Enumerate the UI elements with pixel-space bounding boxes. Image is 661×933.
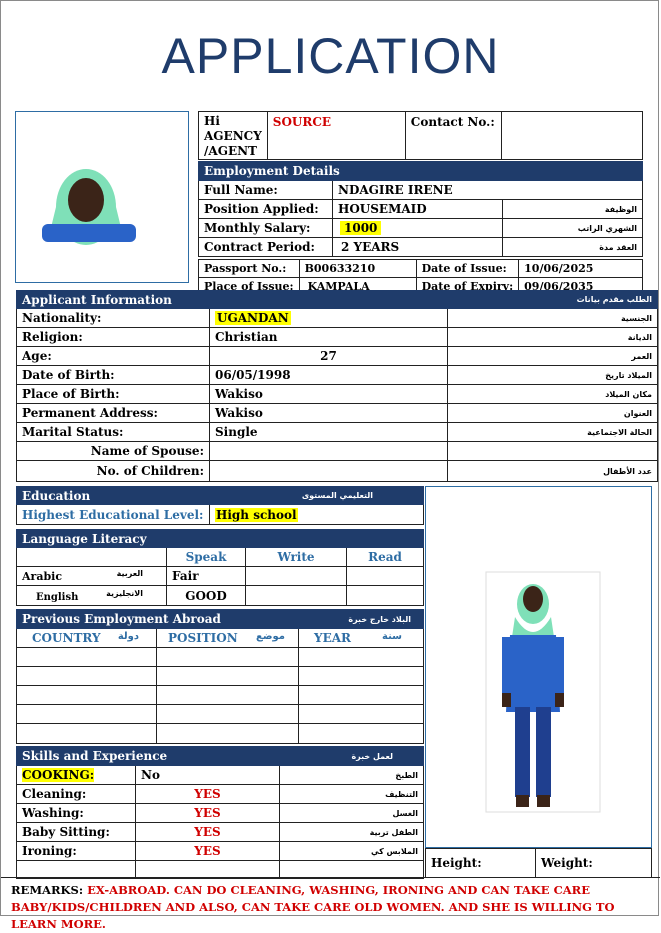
read-col-header: Read — [347, 548, 424, 567]
position-value: HOUSEMAID — [333, 200, 503, 219]
physical-table — [425, 848, 652, 878]
position-ar: الوظيفة — [503, 200, 643, 219]
height-label: Height: — [426, 849, 536, 878]
arabic-write — [246, 567, 347, 586]
nationality-label: Nationality: — [17, 309, 210, 328]
marital-label: Marital Status: — [17, 423, 210, 442]
language-corner — [17, 548, 167, 567]
salary-value: 1000 — [340, 221, 381, 235]
pob-value: Wakiso — [210, 385, 448, 404]
remarks-text1: EX-ABROAD. CAN DO CLEANING, WASHING, IRONING AND CAN TAKE CARE — [87, 883, 590, 897]
arabic-label: Arabic — [22, 570, 63, 583]
spouse-value — [210, 442, 448, 461]
position-col-label: POSITION — [168, 631, 238, 645]
employment-table — [198, 161, 643, 257]
contract-label: Contract Period: — [199, 238, 333, 257]
pob-label: Place of Birth: — [17, 385, 210, 404]
year-col-label: YEAR — [314, 631, 351, 645]
pob-ar: مكان الميلاد — [448, 385, 658, 404]
age-ar: العمر — [448, 347, 658, 366]
marital-ar: الحالة الاجتماعية — [448, 423, 658, 442]
full-body-image — [426, 487, 651, 847]
children-value — [210, 461, 448, 482]
skills-header: Skills and Experience — [17, 747, 280, 766]
employment-header: Employment Details — [199, 162, 643, 181]
language-table — [16, 529, 424, 606]
previous-row — [17, 667, 424, 686]
nationality-cell — [210, 309, 448, 328]
ironing-label: Ironing: — [17, 842, 136, 861]
arabic-lang-cell — [17, 567, 167, 586]
contract-value: 2 YEARS — [333, 238, 503, 257]
cooking-label-cell — [17, 766, 136, 785]
address-ar: العنوان — [448, 404, 658, 423]
agency-line1: Hi — [204, 114, 220, 128]
skills-blank-row — [17, 861, 424, 879]
ironing-value: YES — [136, 842, 280, 861]
age-label: Age: — [17, 347, 210, 366]
position-col-header — [157, 629, 299, 648]
previous-header: Previous Employment Abroad — [17, 610, 299, 629]
skills-table — [16, 746, 424, 879]
salary-label: Monthly Salary: — [199, 219, 333, 238]
arabic-read — [347, 567, 424, 586]
children-label: No. of Children: — [17, 461, 210, 482]
previous-row — [17, 648, 424, 667]
education-value: High school — [216, 507, 297, 522]
education-label: Highest Educational Level: — [17, 505, 210, 525]
headshot-photo — [15, 111, 189, 283]
marital-value: Single — [210, 423, 448, 442]
children-ar: عدد الأطفال — [448, 461, 658, 482]
contact-label: Contact No.: — [405, 112, 501, 160]
previous-row — [17, 705, 424, 724]
religion-ar: الديانة — [448, 328, 658, 347]
washing-value: YES — [136, 804, 280, 823]
english-write — [246, 586, 347, 606]
year-col-header — [299, 629, 424, 648]
cooking-value: No — [136, 766, 280, 785]
ironing-ar: الملابس كي — [280, 842, 424, 861]
skills-header-ar: لعمل خبرة — [280, 747, 424, 766]
education-cell — [210, 505, 424, 525]
dob-label: Date of Birth: — [17, 366, 210, 385]
arabic-label-ar: العربية — [116, 569, 143, 578]
agency-source: SOURCE — [267, 112, 405, 160]
remarks-label: REMARKS: — [11, 883, 84, 897]
issue-place-label: Place of Issue: — [199, 278, 300, 296]
headshot-image — [16, 112, 188, 282]
contact-value — [501, 112, 642, 160]
english-read — [347, 586, 424, 606]
washing-ar: الغسل — [280, 804, 424, 823]
agency-table — [198, 111, 643, 160]
babysitting-label: Baby Sitting: — [17, 823, 136, 842]
applicant-table — [16, 290, 658, 482]
education-header-ar: التعليمي المستوى — [210, 487, 424, 505]
english-label: English — [36, 591, 79, 603]
full-body-photo — [425, 486, 652, 848]
religion-label: Religion: — [17, 328, 210, 347]
remarks-line1 — [11, 882, 650, 899]
full-name-label: Full Name: — [199, 181, 333, 200]
full-name-value: NDAGIRE IRENE — [333, 181, 643, 200]
issue-place-value: KAMPALA — [299, 278, 416, 296]
babysitting-ar: الطفل تربية — [280, 823, 424, 842]
passport-no-value: B00633210 — [299, 260, 416, 278]
salary-cell — [333, 219, 503, 238]
english-label-ar: الانجليزية — [106, 588, 143, 598]
age-value: 27 — [210, 347, 448, 366]
cleaning-ar: التنظيف — [280, 785, 424, 804]
applicant-header: Applicant Information — [17, 291, 448, 309]
previous-row — [17, 686, 424, 705]
spouse-label: Name of Spouse: — [17, 442, 210, 461]
nationality-value: UGANDAN — [217, 311, 289, 325]
applicant-header-ar: الطلب مقدم بيانات — [448, 291, 658, 309]
language-header: Language Literacy — [17, 530, 424, 548]
cooking-label: COOKING: — [22, 768, 95, 782]
previous-header-ar: البلاد خارج خبرة — [299, 610, 424, 629]
arabic-speak: Fair — [167, 567, 246, 586]
weight-label: Weight: — [536, 849, 652, 878]
country-col-header — [17, 629, 157, 648]
english-speak: GOOD — [167, 586, 246, 606]
agency-line2: AGENCY — [204, 129, 262, 143]
country-col-label: COUNTRY — [32, 631, 101, 645]
issue-date-value: 10/06/2025 — [519, 260, 643, 278]
previous-table — [16, 609, 424, 744]
page-title: APPLICATION — [161, 28, 500, 84]
contract-ar: العقد مدة — [503, 238, 643, 257]
spouse-ar — [448, 442, 658, 461]
write-col-header: Write — [246, 548, 347, 567]
expiry-value: 09/06/2035 — [519, 278, 643, 296]
english-lang-cell — [17, 586, 167, 606]
religion-value: Christian — [210, 328, 448, 347]
babysitting-value: YES — [136, 823, 280, 842]
dob-value: 06/05/1998 — [210, 366, 448, 385]
position-col-ar: موضع — [256, 631, 285, 642]
agency-line3: /AGENT — [204, 144, 257, 158]
position-label: Position Applied: — [199, 200, 333, 219]
speak-col-header: Speak — [167, 548, 246, 567]
issue-date-label: Date of Issue: — [416, 260, 519, 278]
address-value: Wakiso — [210, 404, 448, 423]
expiry-label: Date of Expiry: — [416, 278, 519, 296]
agency-label — [199, 112, 268, 160]
year-col-ar: سنة — [382, 631, 402, 642]
education-header: Education — [17, 487, 210, 505]
nationality-ar: الجنسية — [448, 309, 658, 328]
dob-ar: الميلاد تاريخ — [448, 366, 658, 385]
salary-ar: الشهري الراتب — [503, 219, 643, 238]
cooking-ar: الطبخ — [280, 766, 424, 785]
address-label: Permanent Address: — [17, 404, 210, 423]
passport-no-label: Passport No.: — [199, 260, 300, 278]
education-table — [16, 486, 424, 525]
cleaning-value: YES — [136, 785, 280, 804]
washing-label: Washing: — [17, 804, 136, 823]
country-col-ar: دولة — [117, 631, 139, 642]
remarks — [1, 877, 660, 931]
previous-row — [17, 724, 424, 744]
cleaning-label: Cleaning: — [17, 785, 136, 804]
remarks-text2: BABY/KIDS/CHILDREN AND ALSO, CAN TAKE CARE OLD WOMEN. AND SHE IS WILLING TO LEARN MORE. — [11, 900, 615, 931]
